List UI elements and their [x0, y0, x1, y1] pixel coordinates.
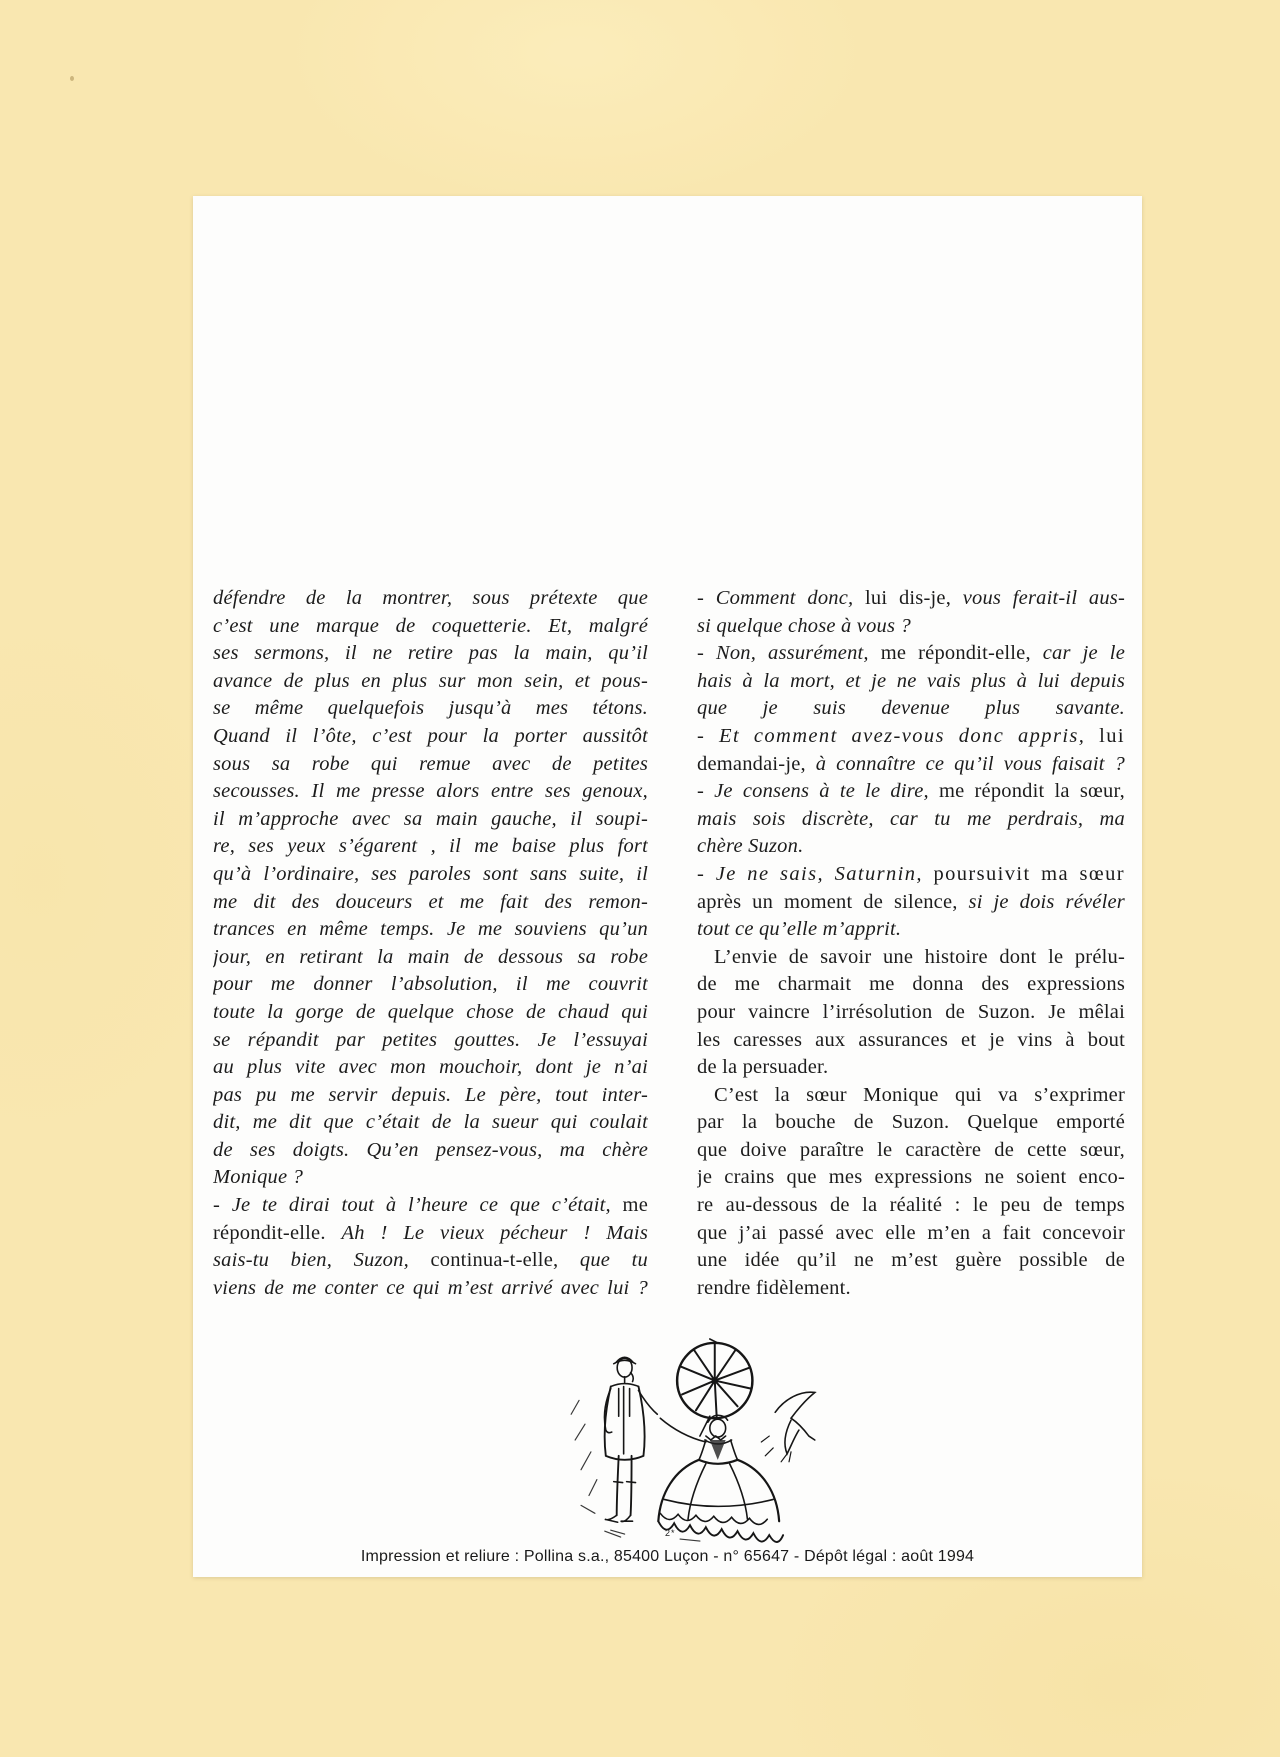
text-line: avance de plus en plus sur mon sein, et pous- — [213, 669, 648, 692]
bird-figure — [761, 1392, 814, 1462]
text-line: tout ce qu’elle m’apprit. — [697, 918, 902, 941]
text-line: Monique ? — [213, 1166, 304, 1189]
text-line: re au-dessous de la réalité : le peu de temps — [697, 1194, 1125, 1217]
imprint-line: Impression et reliure : Pollina s.a., 85400 Luçon - n° 65647 - Dépôt légal : août 1994 — [360, 1548, 975, 1565]
text-line: au plus vite avec mon mouchoir, dont je n’ai — [213, 1056, 648, 1079]
text-line: demandai-je, à connaître ce qu’il vous faisait ? — [697, 752, 1125, 775]
text-column-left — [213, 585, 648, 1302]
text-line: trances en même temps. Je me souviens qu’un — [213, 918, 648, 941]
text-line: chère Suzon. — [697, 835, 804, 858]
text-line: toute la gorge de quelque chose de chaud qui — [213, 1000, 648, 1023]
text-line: mais sois discrète, car tu me perdrais, ma — [697, 807, 1125, 830]
text-line: si quelque chose à vous ? — [697, 614, 911, 637]
text-line: hais à la mort, et je ne vais plus à lui depuis — [697, 669, 1125, 692]
text-line: que j’ai passé avec elle m’en a fait concevoir — [697, 1221, 1125, 1244]
text-line: je crains que mes expressions ne soient enco- — [697, 1166, 1125, 1189]
text-line: pour vaincre l’irrésolution de Suzon. Je mêlai — [697, 1000, 1125, 1023]
text-line: que je suis devenue plus savante. — [697, 697, 1125, 720]
text-line: viens de me conter ce qui m’est arrivé avec lui ? — [213, 1276, 648, 1299]
text-line: jour, en retirant la main de dessous sa robe — [213, 945, 648, 968]
text-line: - Je te dirai tout à l’heure ce que c’était, me — [213, 1194, 648, 1217]
text-line: - Et comment avez-vous donc appris, lui — [697, 724, 1125, 747]
text-line: - Comment donc, lui dis-je, vous ferait-il aus- — [697, 587, 1125, 609]
text-line: sous sa robe qui remue avec de petites — [213, 752, 648, 775]
text-line: une idée qu’il ne m’est guère possible de — [697, 1249, 1125, 1272]
couple-engraving — [560, 1337, 820, 1545]
text-line: pour me donner l’absolution, il me couvrit — [213, 973, 648, 996]
text-line: de la persuader. — [697, 1056, 829, 1079]
text-line: après un moment de silence, si je dois révéler — [697, 890, 1125, 913]
printers-mark: 2* — [665, 1528, 676, 1538]
text-line: que doive paraître le caractère de cette sœur, — [697, 1138, 1125, 1161]
parasol — [677, 1339, 752, 1436]
text-line: se même quelquefois jusqu’à mes tétons. — [213, 697, 648, 720]
text-line: il m’approche avec sa main gauche, il soupi- — [213, 807, 648, 830]
text-line: par la bouche de Suzon. Quelque emporté — [697, 1111, 1125, 1134]
text-column-right — [697, 585, 1125, 1302]
scan-speck — [70, 76, 74, 81]
engraving-illustration — [560, 1337, 820, 1545]
text-line: - Je consens à te le dire, me répondit la sœur, — [697, 780, 1125, 803]
text-line: secousses. Il me presse alors entre ses genoux, — [213, 780, 648, 803]
text-line: - Je ne sais, Saturnin, poursuivit ma sœur — [697, 862, 1125, 885]
text-line: rendre fidèlement. — [697, 1276, 851, 1299]
book-page — [193, 196, 1142, 1577]
text-line: de ses doigts. Qu’en pensez-vous, ma chère — [213, 1138, 648, 1161]
text-line: se répandit par petites gouttes. Je l’essuyai — [213, 1028, 648, 1051]
text-line: re, ses yeux s’égarent , il me baise plus fort — [213, 835, 648, 858]
text-line: ses sermons, il ne retire pas la main, qu’il — [213, 642, 648, 665]
text-line: qu’à l’ordinaire, ses paroles sont sans suite, il — [213, 862, 648, 885]
text-line: C’est la sœur Monique qui va s’exprimer — [714, 1083, 1125, 1106]
text-line: - Non, assurément, me répondit-elle, car je le — [697, 642, 1125, 665]
text-line: les caresses aux assurances et je vins à bout — [697, 1028, 1125, 1051]
text-line: sais-tu bien, Suzon, continua-t-elle, que tu — [213, 1249, 648, 1272]
text-line: dit, me dit que c’était de la sueur qui coulait — [213, 1111, 648, 1134]
text-line: me dit des douceurs et me fait des remon- — [213, 890, 648, 913]
woman-figure — [658, 1339, 783, 1542]
text-line: Quand il l’ôte, c’est pour la porter aussitôt — [213, 724, 648, 747]
text-line: répondit-elle. Ah ! Le vieux pécheur ! Mais — [213, 1221, 648, 1244]
text-line: c’est une marque de coquetterie. Et, malgré — [213, 614, 648, 637]
text-line: pas pu me servir depuis. Le père, tout inter- — [213, 1083, 648, 1106]
text-line: L’envie de savoir une histoire dont le prélu- — [714, 945, 1125, 968]
man-figure — [604, 1357, 657, 1522]
text-line: de me charmait me donna des expressions — [697, 973, 1125, 996]
text-line: défendre de la montrer, sous prétexte que — [213, 587, 648, 609]
